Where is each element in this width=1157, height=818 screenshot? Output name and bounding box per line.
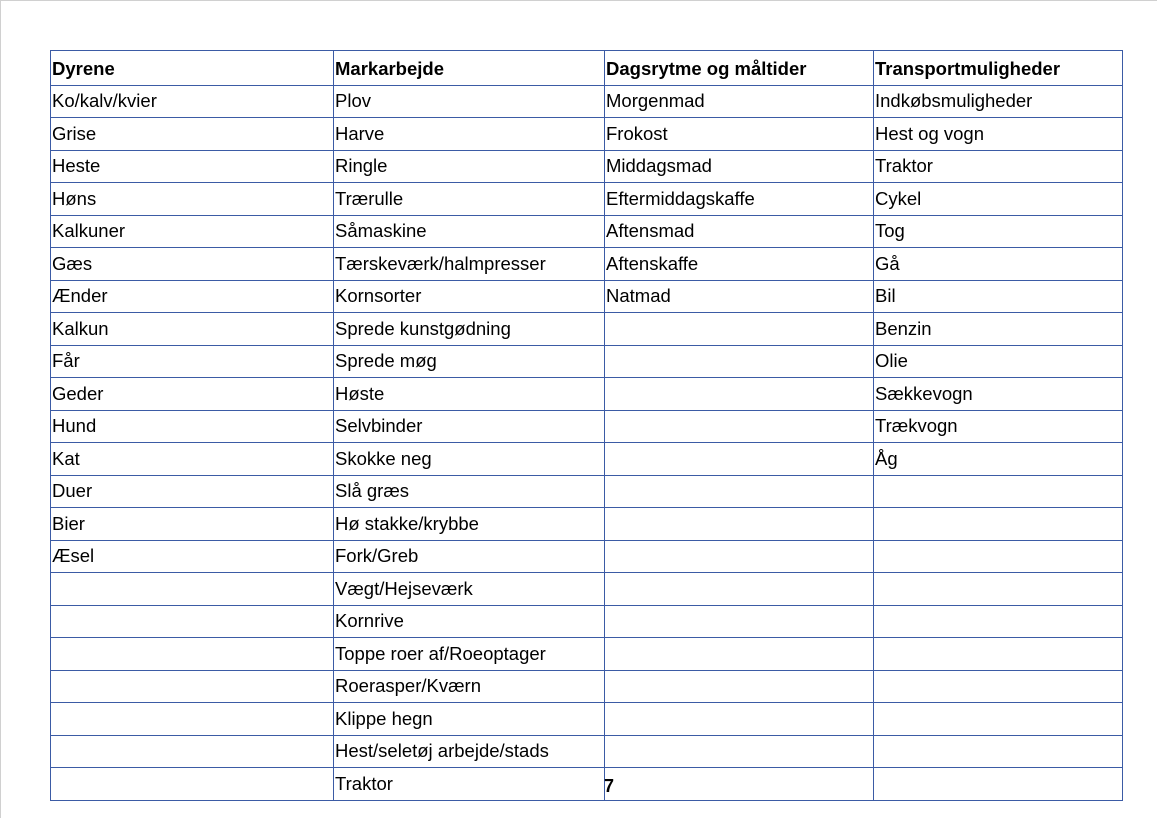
table-row: [51, 573, 1123, 606]
cell-dyrene: [51, 638, 334, 671]
cell-transport: [874, 475, 1123, 508]
cell-transport: [874, 540, 1123, 573]
cell-dagsrytme: [605, 508, 874, 541]
table-row: [51, 735, 1123, 768]
cell-dagsrytme: [605, 735, 874, 768]
table-row: [51, 768, 1123, 801]
cell-dyrene: [51, 573, 334, 606]
table-row: [51, 378, 1123, 411]
cell-dagsrytme: Morgenmad: [605, 85, 874, 118]
cell-dagsrytme: Frokost: [605, 118, 874, 151]
cell-markarbejde: Ringle: [334, 150, 605, 183]
cell-transport: [874, 573, 1123, 606]
page-number: 7: [604, 776, 615, 796]
cell-dyrene: Ænder: [51, 280, 334, 313]
cell-markarbejde: Skokke neg: [334, 443, 605, 476]
cell-dagsrytme: Middagsmad: [605, 150, 874, 183]
cell-dyrene: Kat: [51, 443, 334, 476]
cell-transport: Gå: [874, 248, 1123, 281]
cell-dyrene: Kalkun: [51, 313, 334, 346]
cell-dagsrytme: [605, 378, 874, 411]
table-row: [51, 85, 1123, 118]
cell-transport: Åg: [874, 443, 1123, 476]
cell-dyrene: Ko/kalv/kvier: [51, 85, 334, 118]
cell-dyrene: Geder: [51, 378, 334, 411]
cell-dagsrytme: [605, 540, 874, 573]
table-header-row: [51, 51, 1123, 86]
cell-markarbejde: Roerasper/Kværn: [334, 670, 605, 703]
cell-dyrene: Gæs: [51, 248, 334, 281]
cell-markarbejde: Sprede kunstgødning: [334, 313, 605, 346]
cell-transport: [874, 703, 1123, 736]
cell-markarbejde: Sprede møg: [334, 345, 605, 378]
cell-dagsrytme: [605, 475, 874, 508]
cell-markarbejde: Hest/seletøj arbejde/stads: [334, 735, 605, 768]
table-row: [51, 248, 1123, 281]
cell-markarbejde: Hø stakke/krybbe: [334, 508, 605, 541]
header-transport: Transportmuligheder: [874, 51, 1123, 86]
table-row: [51, 215, 1123, 248]
cell-dyrene: Heste: [51, 150, 334, 183]
page-edge-top: [0, 0, 1157, 1]
cell-dagsrytme: [605, 313, 874, 346]
cell-markarbejde: Toppe roer af/Roeoptager: [334, 638, 605, 671]
table-row: [51, 508, 1123, 541]
table-row: [51, 345, 1123, 378]
cell-dagsrytme: [605, 670, 874, 703]
cell-transport: Sækkevogn: [874, 378, 1123, 411]
cell-dagsrytme: Eftermiddagskaffe: [605, 183, 874, 216]
cell-dagsrytme: [605, 345, 874, 378]
table-row: [51, 605, 1123, 638]
cell-transport: Bil: [874, 280, 1123, 313]
cell-markarbejde: Høste: [334, 378, 605, 411]
cell-transport: Olie: [874, 345, 1123, 378]
page-edge-left: [0, 0, 1, 818]
cell-dyrene: Æsel: [51, 540, 334, 573]
cell-transport: Tog: [874, 215, 1123, 248]
cell-transport: [874, 670, 1123, 703]
word-list-table: [50, 50, 1123, 801]
cell-transport: Benzin: [874, 313, 1123, 346]
cell-dyrene: Høns: [51, 183, 334, 216]
cell-markarbejde: Harve: [334, 118, 605, 151]
cell-transport: Indkøbsmuligheder: [874, 85, 1123, 118]
cell-markarbejde: Plov: [334, 85, 605, 118]
cell-dyrene: [51, 605, 334, 638]
cell-markarbejde: Slå græs: [334, 475, 605, 508]
cell-dagsrytme: [605, 410, 874, 443]
cell-dagsrytme: [605, 443, 874, 476]
cell-dagsrytme: Natmad: [605, 280, 874, 313]
cell-markarbejde: Trærulle: [334, 183, 605, 216]
cell-dyrene: [51, 768, 334, 801]
cell-dagsrytme: [605, 638, 874, 671]
cell-markarbejde: Traktor: [334, 768, 605, 801]
cell-dagsrytme: Aftensmad: [605, 215, 874, 248]
header-dagsrytme: Dagsrytme og måltider: [605, 51, 874, 86]
cell-dyrene: Duer: [51, 475, 334, 508]
cell-markarbejde: Kornsorter: [334, 280, 605, 313]
table-row: [51, 118, 1123, 151]
cell-dyrene: [51, 703, 334, 736]
cell-dyrene: Bier: [51, 508, 334, 541]
cell-transport: Cykel: [874, 183, 1123, 216]
cell-dagsrytme: [605, 605, 874, 638]
cell-dagsrytme: Aftenskaffe: [605, 248, 874, 281]
cell-transport: [874, 768, 1123, 801]
cell-transport: Hest og vogn: [874, 118, 1123, 151]
cell-dyrene: Kalkuner: [51, 215, 334, 248]
table-row: [51, 540, 1123, 573]
cell-dagsrytme: [605, 573, 874, 606]
table-body: [51, 85, 1123, 800]
cell-markarbejde: Såmaskine: [334, 215, 605, 248]
cell-transport: [874, 735, 1123, 768]
table-row: [51, 703, 1123, 736]
cell-transport: Traktor: [874, 150, 1123, 183]
cell-transport: Trækvogn: [874, 410, 1123, 443]
cell-dyrene: Får: [51, 345, 334, 378]
cell-markarbejde: Klippe hegn: [334, 703, 605, 736]
table-row: [51, 150, 1123, 183]
cell-dagsrytme: [605, 703, 874, 736]
cell-markarbejde: Kornrive: [334, 605, 605, 638]
cell-transport: [874, 638, 1123, 671]
table-row: [51, 183, 1123, 216]
cell-markarbejde: Vægt/Hejseværk: [334, 573, 605, 606]
table-row: [51, 638, 1123, 671]
cell-transport: [874, 508, 1123, 541]
table-row: [51, 443, 1123, 476]
cell-transport: [874, 605, 1123, 638]
cell-dagsrytme: [605, 768, 874, 801]
cell-markarbejde: Tærskeværk/halmpresser: [334, 248, 605, 281]
table-row: [51, 475, 1123, 508]
cell-dyrene: Hund: [51, 410, 334, 443]
header-markarbejde: Markarbejde: [334, 51, 605, 86]
table-row: [51, 280, 1123, 313]
table-row: [51, 313, 1123, 346]
cell-dyrene: Grise: [51, 118, 334, 151]
cell-dyrene: [51, 670, 334, 703]
header-dyrene: Dyrene: [51, 51, 334, 86]
table-row: [51, 410, 1123, 443]
cell-markarbejde: Fork/Greb: [334, 540, 605, 573]
table-row: [51, 670, 1123, 703]
cell-dyrene: [51, 735, 334, 768]
cell-markarbejde: Selvbinder: [334, 410, 605, 443]
